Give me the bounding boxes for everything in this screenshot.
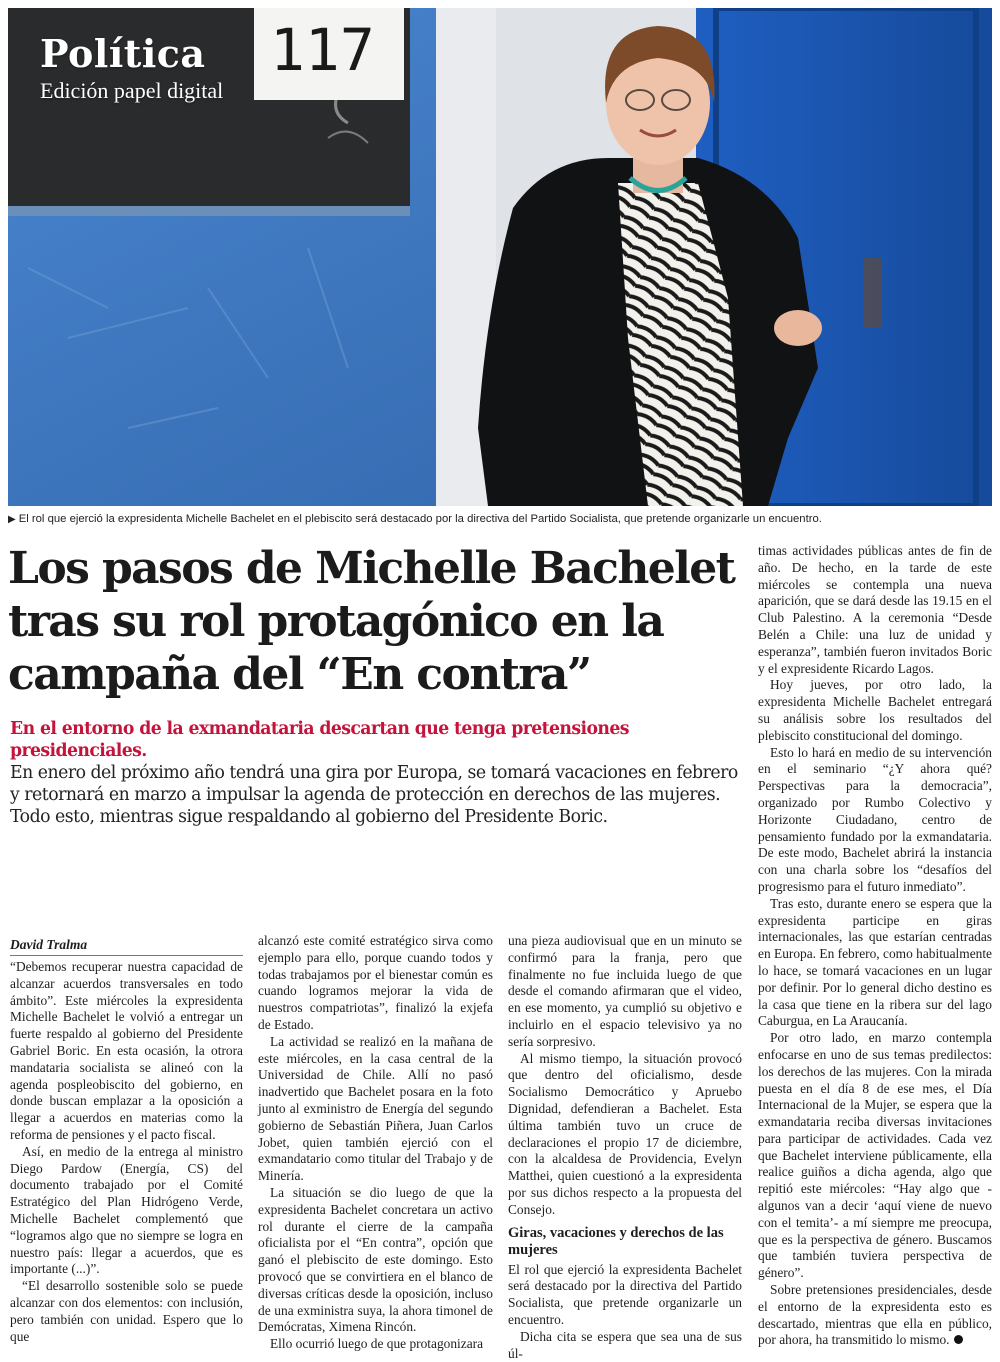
paragraph: una pieza audiovisual que en un minuto se confirmó para la franja, pero que finalmente no fue incluida luego de que desde el comando afirmaran que el video, en ese momento, ya cumplió su objetivo e incluirlo en el espacio televisivo ya no sería sorpresivo. <box>508 933 742 1049</box>
photo-caption <box>8 511 992 528</box>
paragraph: “El desarrollo sostenible solo se puede alcanzar con dos elementos: con inclusión, pero también con unidad. Espero que lo que <box>10 1278 243 1344</box>
room-number: 117 <box>270 16 375 84</box>
headline: Los pasos de Michelle Bachelet tras su rol protagónico en la campaña del “En contra” <box>8 543 735 700</box>
article-column-3 <box>508 933 742 1362</box>
paragraph: Sobre pretensiones presidenciales, desde el entorno de la expresidenta esto es descartado, mientras que ella en público, por ahora, ha transmitido lo mismo. <box>758 1282 992 1348</box>
paragraph: Por otro lado, en marzo contempla enfocarse en uno de sus temas predilectos: los derechos de las mujeres. Con la mirada puesta en el día 8 de ese mes, el Día Internacional de la Mujer, se espera que la exmandataria reciba diversas invitaciones para participar de actividades. Cada vez que Bachelet interviene públicamente, ella realice guiños a dicha agenda, algo que repitió este miércoles: “Hay algo que -algunos van a decir ‘aquí viene de nuevo con el temita’- a mí siempre me preocupa, que es la perspectiva de género. Buscamos que también tuviera perspectiva de género”. <box>758 1030 992 1281</box>
deck <box>10 718 740 828</box>
subheading: Giras, vacaciones y derechos de las mujeres <box>508 1224 724 1258</box>
paragraph-final <box>758 1282 992 1349</box>
paragraph: La situación se dio luego de que la expresidenta Bachelet concretara un activo rol durante el cierre de la campaña oficialista por el “En contra”, opción que ganó el plebiscito de este domingo. Esto provocó que se convirtiera en el blanco de diversas críticas desde la oposición, incluso de una exministra suya, la ahora timonel de Demócratas, Ximena Rincón. <box>258 1184 493 1335</box>
caption-arrow-icon: ▶ <box>8 514 16 525</box>
paragraph: El rol que ejerció la expresidenta Bachelet será destacado por la directiva del Partido Socialista, que pretende organizarle un encuentro. <box>508 1261 742 1327</box>
paragraph: timas actividades públicas antes de fin de año. De hecho, en la tarde de este miércoles se contempla una nueva aparición, que se dará desde las 19.15 en el Club Palestino. A la ceremonia “Desde Belén a Chile: una luz de unidad y esperanza”, también fueron invitados Boric y el expresidente Ricardo Lagos. <box>758 543 992 676</box>
article-column-2 <box>258 933 493 1353</box>
deck-highlight: En el entorno de la exmandataria descartan que tenga pretensiones presidenciales. <box>10 719 629 761</box>
paragraph: “Debemos recuperar nuestra capacidad de alcanzar acuerdos transversales en todo ámbito”. Este miércoles la expresidenta Michelle Bachelet le volvió a entregar un fuerte respaldo al gobierno del Presidente Gabriel Boric. En esta ocasión, la otrora mandataria socialista se alineó con la agenda pospleobiscito del gobierno, en donde buscan emplazar a la oposición a llegar a acuerdos en materias como la reforma de pensiones y el pacto fiscal. <box>10 959 243 1142</box>
caption-text: El rol que ejerció la expresidenta Michelle Bachelet en el plebiscito será destacado por la directiva del Partido Socialista, que pretende organizarle un encuentro. <box>18 513 822 525</box>
end-mark-icon <box>954 1335 963 1344</box>
section-header <box>40 32 223 104</box>
article-column-4 <box>758 543 992 1349</box>
paragraph: Hoy jueves, por otro lado, la expresidenta Michelle Bachelet entregará su análisis sobre los resultados del plebiscito constitucional del domingo. <box>758 677 992 743</box>
paragraph: Dicha cita se espera que sea una de sus úl- <box>508 1328 742 1361</box>
paragraph: Ello ocurrió luego de que protagonizara <box>270 1336 484 1352</box>
paragraph: La actividad se realizó en la mañana de este miércoles, en la casa central de la Universidad de Chile. Allí no pasó inadvertido que Bachelet posara en la foto junto al exministro de Energía del segundo gobierno de Sebastián Piñera, Juan Carlos Jobet, quien también ejerció con el exmandatario como titular del Trabajo y de Minería. <box>258 1033 493 1184</box>
byline: David Tralma <box>10 937 243 956</box>
paragraph: Esto lo hará en medio de su intervención en el seminario “¿Y ahora qué? Perspectivas para la democracia”, organizado por Rumbo Colectivo y Horizonte Ciudadano, centro de pensamiento fundado por la exmandataria. De este modo, Bachelet abrirá la instancia con una charla sobre los “desafíos del progresismo para el futuro inmediato”. <box>758 744 992 894</box>
deck-text: En enero del próximo año tendrá una gira por Europa, se tomará vacaciones en febrero y retornará en marzo a impulsar la agenda de protección en derechos de las mujeres. Todo esto, mientras sigue respaldando al gobierno del Presidente Boric. <box>10 763 738 827</box>
paragraph: alcanzó este comité estratégico sirva como ejemplo para ello, porque cuando todos y todas trabajamos por el bienestar común es cuando logramos mejorar la vida de nuestros compatriotas”, finalizó la exjefa de Estado. <box>258 933 493 1032</box>
paragraph: Tras esto, durante enero se espera que la expresidenta participe en giras internacionales, las que estarían centradas en Europa. En febrero, como habitualmente lo hace, se tomará vacaciones en un lugar por definir. Por lo general dicho destino es la casa que tiene en la ribera sur del lago Caburgua, en La Araucanía. <box>758 895 992 1029</box>
lead-photo <box>8 8 992 506</box>
section-name: Política <box>40 31 206 76</box>
section-subtitle: Edición papel digital <box>40 78 224 103</box>
article-column-1 <box>10 937 243 1345</box>
paragraph: Así, en medio de la entrega al ministro Diego Pardow (Energía, CS) del documento trabajado por el Comité Estratégico del Plan Hidrógeno Verde, Michelle Bachelet complementó que “logramos algo que no siempre se logra en nuestro país: llegar a acuerdos, que es importante (...)”. <box>10 1143 243 1277</box>
paragraph: Al mismo tiempo, la situación provocó que dentro del oficialismo, desde Socialismo Democrático y Apruebo Dignidad, defendieran a Bachelet. Esta última también tuvo un cruce de declaraciones el propio 17 de diciembre, con la alcaldesa de Providencia, Evelyn Matthei, quien cuestionó a la expresidenta por sus dichos respecto a la propuesta del Consejo. <box>508 1050 742 1217</box>
